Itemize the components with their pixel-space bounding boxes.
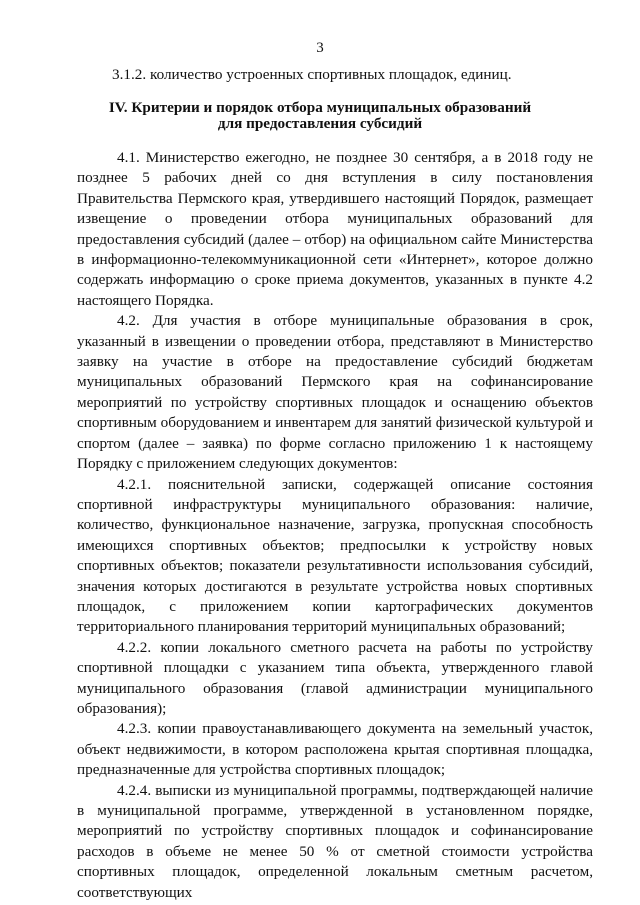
item-3-1-2: 3.1.2. количество устроенных спортивных площадок, единиц. <box>112 66 512 83</box>
section-heading <box>60 100 580 132</box>
paragraph-4-2-4: 4.2.4. выписки из муниципальной программы, подтверждающей наличие в муниципальной программе, утвержденной в установленном порядке, мероприятий по устройству спортивных площадок и софинансирование расходов в объеме не менее 50 % от сметной стоимости устройства спортивных площадок, определенной локальным сметным расчетом, соответствующих <box>77 781 593 901</box>
paragraph-4-2-1: 4.2.1. пояснительной записки, содержащей описание состояния спортивной инфраструктуры муниципального образования: наличие, количество, функциональное назначение, загрузка, пропускная способность имеющихся спортивных объектов; предпосылки к устройству новых спортивных объектов; показатели результативности использования субсидий, значения которых достигаются в результате устройства новых спортивных площадок, с приложением копии картографических документов территориального планирования территорий муниципальных образований; <box>77 475 593 636</box>
document-body <box>77 148 593 903</box>
paragraph-4-2-3: 4.2.3. копии правоустанавливающего документа на земельный участок, объект недвижимости, в котором расположена крытая спортивная площадка, предназначенные для устройства спортивных площадок; <box>77 720 593 779</box>
paragraph-4-2-2: 4.2.2. копии локального сметного расчета на работы по устройству спортивной площадки с указанием типа объекта, утвержденного главой муниципального образования (главой администрации муниципального образования); <box>77 638 593 717</box>
paragraph-4-1: 4.1. Министерство ежегодно, не позднее 30 сентября, а в 2018 году не позднее 5 рабочих дней со дня вступления в силу постановления Правительства Пермского края, утвердившего настоящий Порядок, размещает извещение о проведении отбора муниципальных образований для предоставления субсидий (далее – отбор) на официальном сайте Министерства в информационно-телекоммуникационной сети «Интернет», которое должно содержать информацию о сроке приема документов, указанных в пункте 4.2 настоящего Порядка. <box>77 149 593 309</box>
section-heading-line-1: IV. Критерии и порядок отбора муниципальных образований <box>108 99 532 116</box>
section-heading-line-2: для предоставления субсидий <box>217 115 423 132</box>
paragraph-4-2: 4.2. Для участия в отборе муниципальные образования в срок, указанный в извещении о проведении отбора, представляют в Министерство заявку на участие в отборе на предоставление субсидий бюджетам муниципальных образований Пермского края на софинансирование мероприятий по устройству спортивных площадок и оснащению объектов спортивным оборудованием и инвентарем для занятий физической культурой и спортом (далее – заявка) по форме согласно приложению 1 к настоящему Порядку с приложением следующих документов: <box>77 312 593 473</box>
page-number: 3 <box>316 40 324 56</box>
